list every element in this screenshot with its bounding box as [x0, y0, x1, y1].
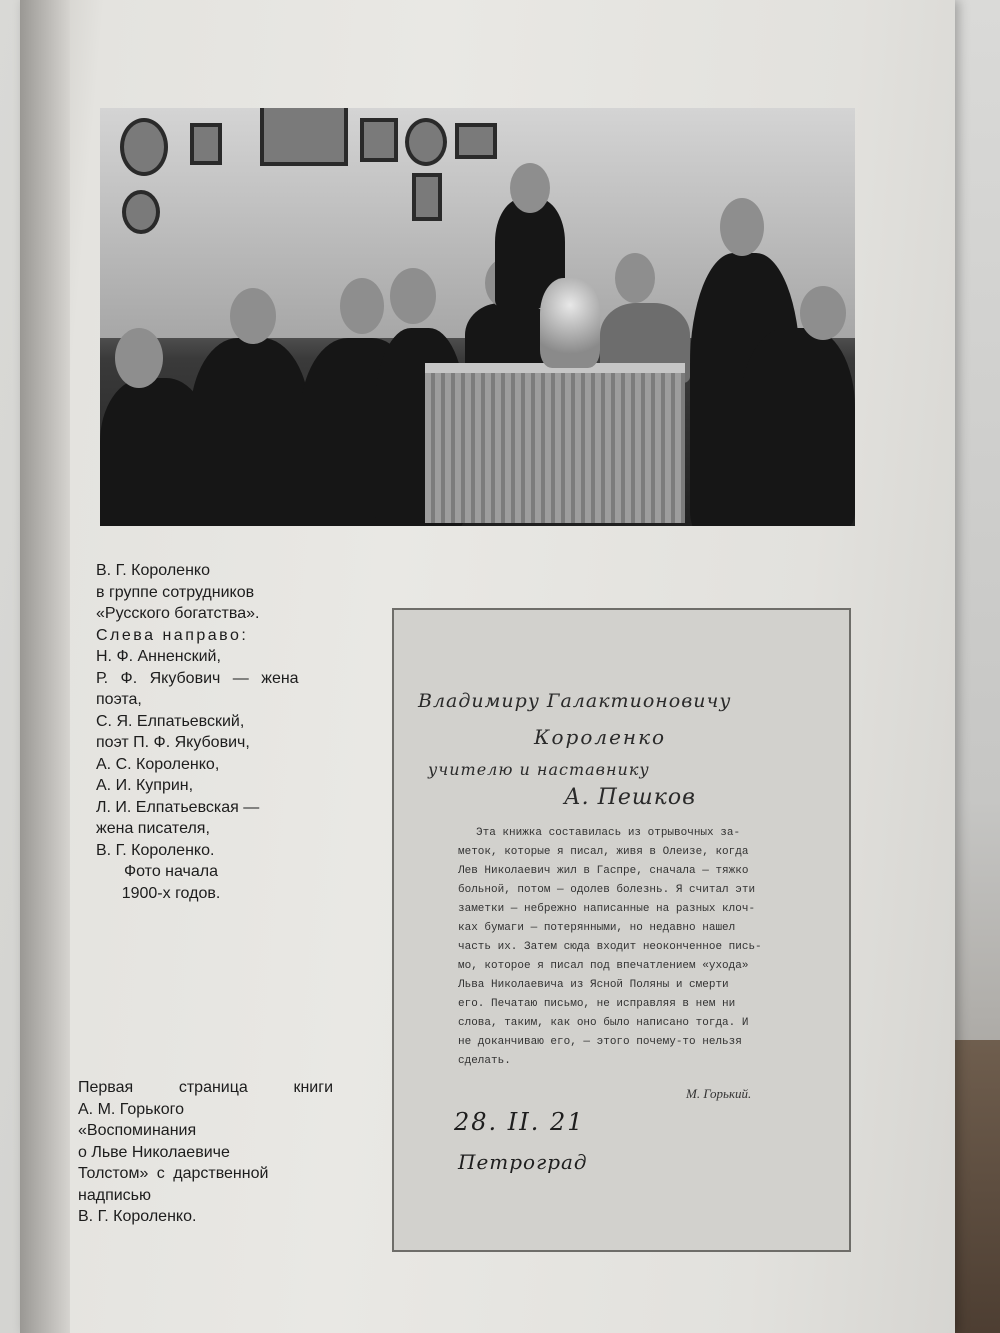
caption-line: В. Г. Короленко.	[78, 1208, 197, 1225]
caption-line: Толстом» с дарственной	[78, 1165, 269, 1182]
dedication-line: Короленко	[534, 725, 667, 749]
printed-line: больной, потом — одолев болезнь. Я считал эти	[458, 884, 756, 896]
caption-line: «Русского богатства».	[96, 605, 260, 622]
dedication-line: Владимиру Галактионовичу	[418, 690, 732, 712]
caption-line: Л. И. Елпатьевская —	[96, 798, 260, 816]
handwritten-place: Петроград	[458, 1150, 588, 1174]
photo-person-head	[510, 163, 550, 213]
handwritten-date: 28. II. 21	[454, 1108, 585, 1136]
caption-line: А. М. Горького	[78, 1100, 184, 1118]
dedication-line: учителю и наставнику	[428, 760, 650, 779]
photo-wall-picture	[260, 108, 348, 166]
book-page-facsimile	[392, 608, 851, 1252]
printed-line: Льва Николаевича из Ясной Поляны и смерти	[458, 979, 729, 991]
printed-line: часть их. Затем сюда входит неоконченное пись-	[458, 941, 762, 953]
caption-line: В. Г. Короленко.	[96, 841, 215, 859]
caption-line: Р. Ф. Якубович — жена	[96, 669, 299, 687]
caption-line: 1900-х годов.	[121, 884, 221, 902]
photo-wall-picture	[455, 123, 497, 159]
caption-line: А. И. Куприн,	[96, 777, 194, 794]
caption-line: о Льве Николаевиче	[78, 1143, 230, 1161]
photo-person	[190, 338, 310, 526]
caption-line: поэт П. Ф. Якубович,	[96, 734, 250, 751]
caption-line: С. Я. Елпатьевский,	[96, 712, 245, 730]
caption-line: Первая страница книги	[78, 1079, 333, 1096]
caption-line: поэта,	[96, 691, 142, 708]
caption-line: Н. Ф. Анненский,	[96, 648, 221, 665]
photo-person-head	[340, 278, 384, 334]
printed-line: слова, таким, как оно было написано тогда. И	[458, 1017, 749, 1029]
printed-line: меток, которые я писал, живя в Олеизе, когда	[458, 846, 749, 858]
printed-line: сделать.	[458, 1055, 511, 1067]
printed-line: ках бумаги — потерянными, но недавно нашел	[458, 922, 736, 934]
photo-wall-picture	[122, 190, 160, 234]
caption-line: в группе сотрудников	[96, 583, 255, 601]
caption-line: Фото начала	[123, 863, 219, 880]
photo-caption	[96, 560, 366, 904]
photo-person-head	[615, 253, 655, 303]
book-gutter	[20, 0, 70, 1333]
printed-line: Эта книжка составилась из отрывочных за-	[476, 827, 741, 839]
group-photo	[100, 108, 855, 526]
dedication-signature: А. Пешков	[564, 785, 696, 810]
photo-lamp	[540, 278, 600, 368]
photo-table	[425, 363, 685, 523]
caption-line: надписью	[78, 1186, 152, 1204]
printed-signature: М. Горький.	[686, 1086, 752, 1101]
printed-line: Лев Николаевич жил в Гаспре, сначала — тяжко	[458, 865, 749, 877]
photo-person-head	[115, 328, 163, 388]
photo-person-head	[390, 268, 436, 324]
photo-wall-picture	[412, 173, 442, 221]
photo-wall-picture	[120, 118, 168, 176]
printed-line: мо, которое я писал под впечатлением «ухода»	[458, 960, 749, 972]
photo-wall-picture	[360, 118, 398, 162]
caption-line: Слева направо:	[96, 626, 249, 644]
photo-wall-picture	[405, 118, 447, 166]
book-caption	[78, 1077, 333, 1228]
printed-line: его. Печатаю письмо, не исправляя в нем ни	[458, 998, 736, 1010]
caption-line: жена писателя,	[96, 820, 210, 837]
caption-line: В. Г. Короленко	[96, 562, 210, 579]
caption-line: А. С. Короленко,	[96, 755, 220, 773]
printed-line: не доканчиваю его, — этого почему-то нельзя	[458, 1036, 742, 1048]
photo-person-head	[720, 198, 764, 256]
printed-line: заметки — небрежно написанные на разных клоч-	[458, 903, 756, 915]
printed-text	[458, 824, 808, 1071]
photo-wall-picture	[190, 123, 222, 165]
caption-line: «Воспоминания	[78, 1122, 197, 1139]
photo-person-head	[800, 286, 846, 340]
photo-person	[740, 328, 855, 526]
photo-person-head	[230, 288, 276, 344]
